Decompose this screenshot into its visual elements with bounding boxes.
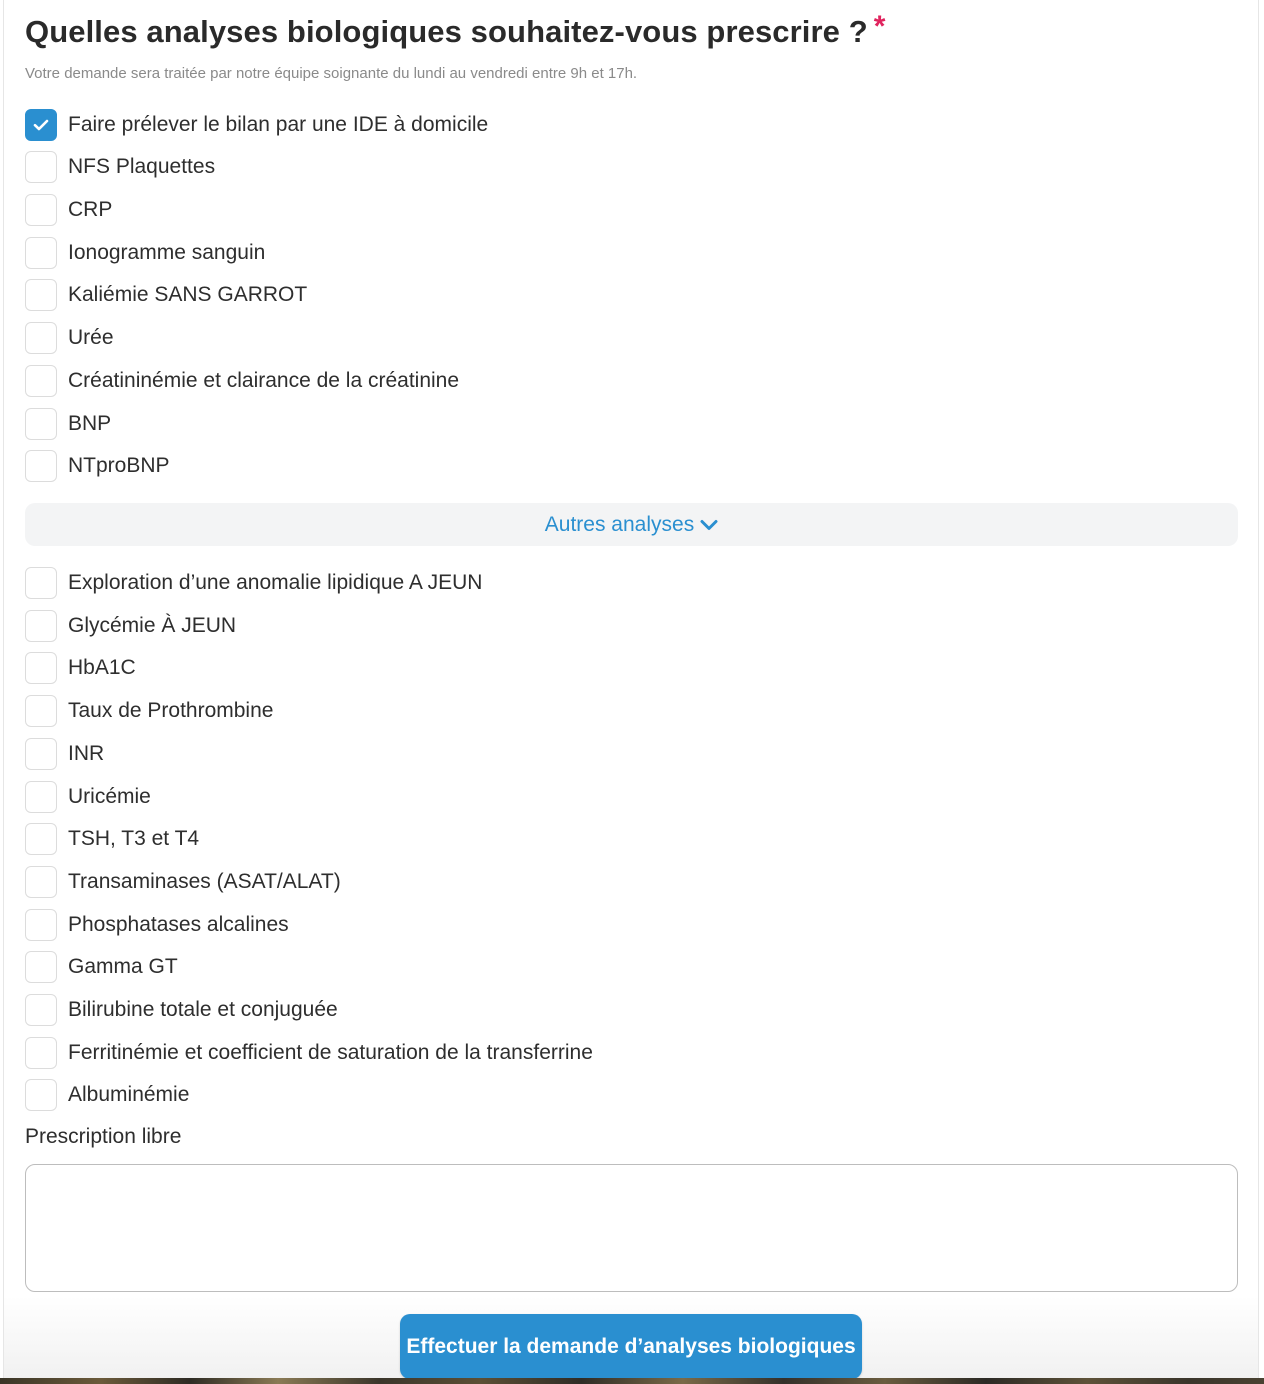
checkmark-icon <box>33 119 49 131</box>
checkbox-row-uree[interactable] <box>25 322 114 354</box>
checkbox-row-bnp[interactable] <box>25 408 111 440</box>
checkbox-row-creatininemie-et-clairance-de-la-creatinine[interactable] <box>25 365 459 397</box>
checkbox-label-albuminemie: Albuminémie <box>68 1083 190 1107</box>
checkbox-label-gamma-gt: Gamma GT <box>68 955 178 979</box>
required-asterisk: * <box>873 10 886 43</box>
checkbox-glycemie-a-jeun[interactable] <box>25 610 57 642</box>
frame-border-left <box>3 0 4 1378</box>
checkbox-label-ntprobnp: NTproBNP <box>68 454 170 478</box>
checkbox-gamma-gt[interactable] <box>25 951 57 983</box>
checkbox-label-glycemie-a-jeun: Glycémie À JEUN <box>68 613 237 637</box>
checkbox-label-uree: Urée <box>68 326 114 349</box>
question-title-text: Quelles analyses biologiques souhaitez-vous prescrire ? <box>25 14 868 49</box>
question-title <box>25 12 886 53</box>
checkbox-ntprobnp[interactable] <box>25 450 57 482</box>
checkbox-row-ferritinemie-et-coefficient-de-saturation-de-la-transferrine[interactable] <box>25 1037 593 1069</box>
checkbox-bnp[interactable] <box>25 408 57 440</box>
checkbox-label-crp: CRP <box>68 197 113 221</box>
checkbox-label-nfs-plaquettes: NFS Plaquettes <box>68 155 216 178</box>
checkbox-label-bnp: BNP <box>68 411 112 435</box>
checkbox-tsh-t3-et-t4[interactable] <box>25 823 57 855</box>
submit-request-button[interactable]: Effectuer la demande d’analyses biologiques <box>400 1314 862 1379</box>
checkbox-label-kaliemie-sans-garrot: Kaliémie SANS GARROT <box>68 283 308 307</box>
checkbox-label-tsh-t3-et-t4: TSH, T3 et T4 <box>68 827 200 851</box>
checkbox-row-home-sampling[interactable] <box>25 109 488 141</box>
checkbox-taux-de-prothrombine[interactable] <box>25 695 57 727</box>
checkbox-row-crp[interactable] <box>25 194 112 226</box>
checkbox-label-creatininemie-et-clairance-de-la-creatinine: Créatininémie et clairance de la créatinine <box>68 368 460 392</box>
free-prescription-textarea[interactable] <box>25 1164 1238 1292</box>
checkbox-row-gamma-gt[interactable] <box>25 951 178 983</box>
other-analyses-toggle[interactable] <box>25 503 1238 546</box>
frame-border-right <box>1258 0 1259 1378</box>
checkbox-home-sampling[interactable] <box>25 109 57 141</box>
checkbox-transaminases-asat-alat[interactable] <box>25 866 57 898</box>
checkbox-row-bilirubine-totale-et-conjuguee[interactable] <box>25 994 338 1026</box>
checkbox-ferritinemie-et-coefficient-de-saturation-de-la-transferrine[interactable] <box>25 1037 57 1069</box>
checkbox-albuminemie[interactable] <box>25 1079 57 1111</box>
checkbox-row-tsh-t3-et-t4[interactable] <box>25 823 199 855</box>
checkbox-bilirubine-totale-et-conjuguee[interactable] <box>25 994 57 1026</box>
checkbox-row-albuminemie[interactable] <box>25 1079 189 1111</box>
question-subtitle: Votre demande sera traitée par notre équipe soignante du lundi au vendredi entre 9h et 17h. <box>25 65 638 82</box>
free-prescription-label: Prescription libre <box>25 1125 182 1148</box>
checkbox-row-ionogramme-sanguin[interactable] <box>25 237 265 269</box>
checkbox-row-uricemie[interactable] <box>25 781 151 813</box>
checkbox-ionogramme-sanguin[interactable] <box>25 237 57 269</box>
checkbox-label-phosphatases-alcalines: Phosphatases alcalines <box>68 912 289 936</box>
checkbox-row-ntprobnp[interactable] <box>25 450 170 482</box>
checkbox-label-taux-de-prothrombine: Taux de Prothrombine <box>68 699 274 723</box>
checkbox-row-hba1c[interactable] <box>25 652 136 684</box>
checkbox-crp[interactable] <box>25 194 57 226</box>
checkbox-row-phosphatases-alcalines[interactable] <box>25 909 289 941</box>
checkbox-row-exploration-d-une-anomalie-lipidique-a-jeun[interactable] <box>25 567 482 599</box>
checkbox-label-ferritinemie-et-coefficient-de-saturation-de-la-transferrine: Ferritinémie et coefficient de saturation de la transferrine <box>68 1040 593 1064</box>
other-analyses-toggle-label: Autres analyses <box>544 512 695 536</box>
checkbox-label-transaminases-asat-alat: Transaminases (ASAT/ALAT) <box>68 869 341 893</box>
background-photo-edge <box>0 1378 1264 1384</box>
checkbox-exploration-d-une-anomalie-lipidique-a-jeun[interactable] <box>25 567 57 599</box>
chevron-down-icon <box>700 519 718 531</box>
checkbox-uricemie[interactable] <box>25 781 57 813</box>
checkbox-row-taux-de-prothrombine[interactable] <box>25 695 273 727</box>
checkbox-row-transaminases-asat-alat[interactable] <box>25 866 341 898</box>
checkbox-row-inr[interactable] <box>25 738 104 770</box>
checkbox-label-ionogramme-sanguin: Ionogramme sanguin <box>68 240 266 264</box>
checkbox-uree[interactable] <box>25 322 57 354</box>
checkbox-kaliemie-sans-garrot[interactable] <box>25 279 57 311</box>
checkbox-label-exploration-d-une-anomalie-lipidique-a-jeun: Exploration d’une anomalie lipidique A JEUN <box>68 571 483 594</box>
checkbox-label-home-sampling: Faire prélever le bilan par une IDE à domicile <box>68 113 489 136</box>
checkbox-label-uricemie: Uricémie <box>68 784 151 808</box>
checkbox-nfs-plaquettes[interactable] <box>25 151 57 183</box>
checkbox-label-bilirubine-totale-et-conjuguee: Bilirubine totale et conjuguée <box>68 998 338 1021</box>
checkbox-phosphatases-alcalines[interactable] <box>25 909 57 941</box>
checkbox-label-hba1c: HbA1C <box>68 656 136 680</box>
checkbox-row-nfs-plaquettes[interactable] <box>25 151 215 183</box>
checkbox-hba1c[interactable] <box>25 652 57 684</box>
checkbox-row-glycemie-a-jeun[interactable] <box>25 610 236 642</box>
checkbox-label-inr: INR <box>68 741 105 765</box>
checkbox-row-kaliemie-sans-garrot[interactable] <box>25 279 307 311</box>
checkbox-inr[interactable] <box>25 738 57 770</box>
checkbox-creatininemie-et-clairance-de-la-creatinine[interactable] <box>25 365 57 397</box>
